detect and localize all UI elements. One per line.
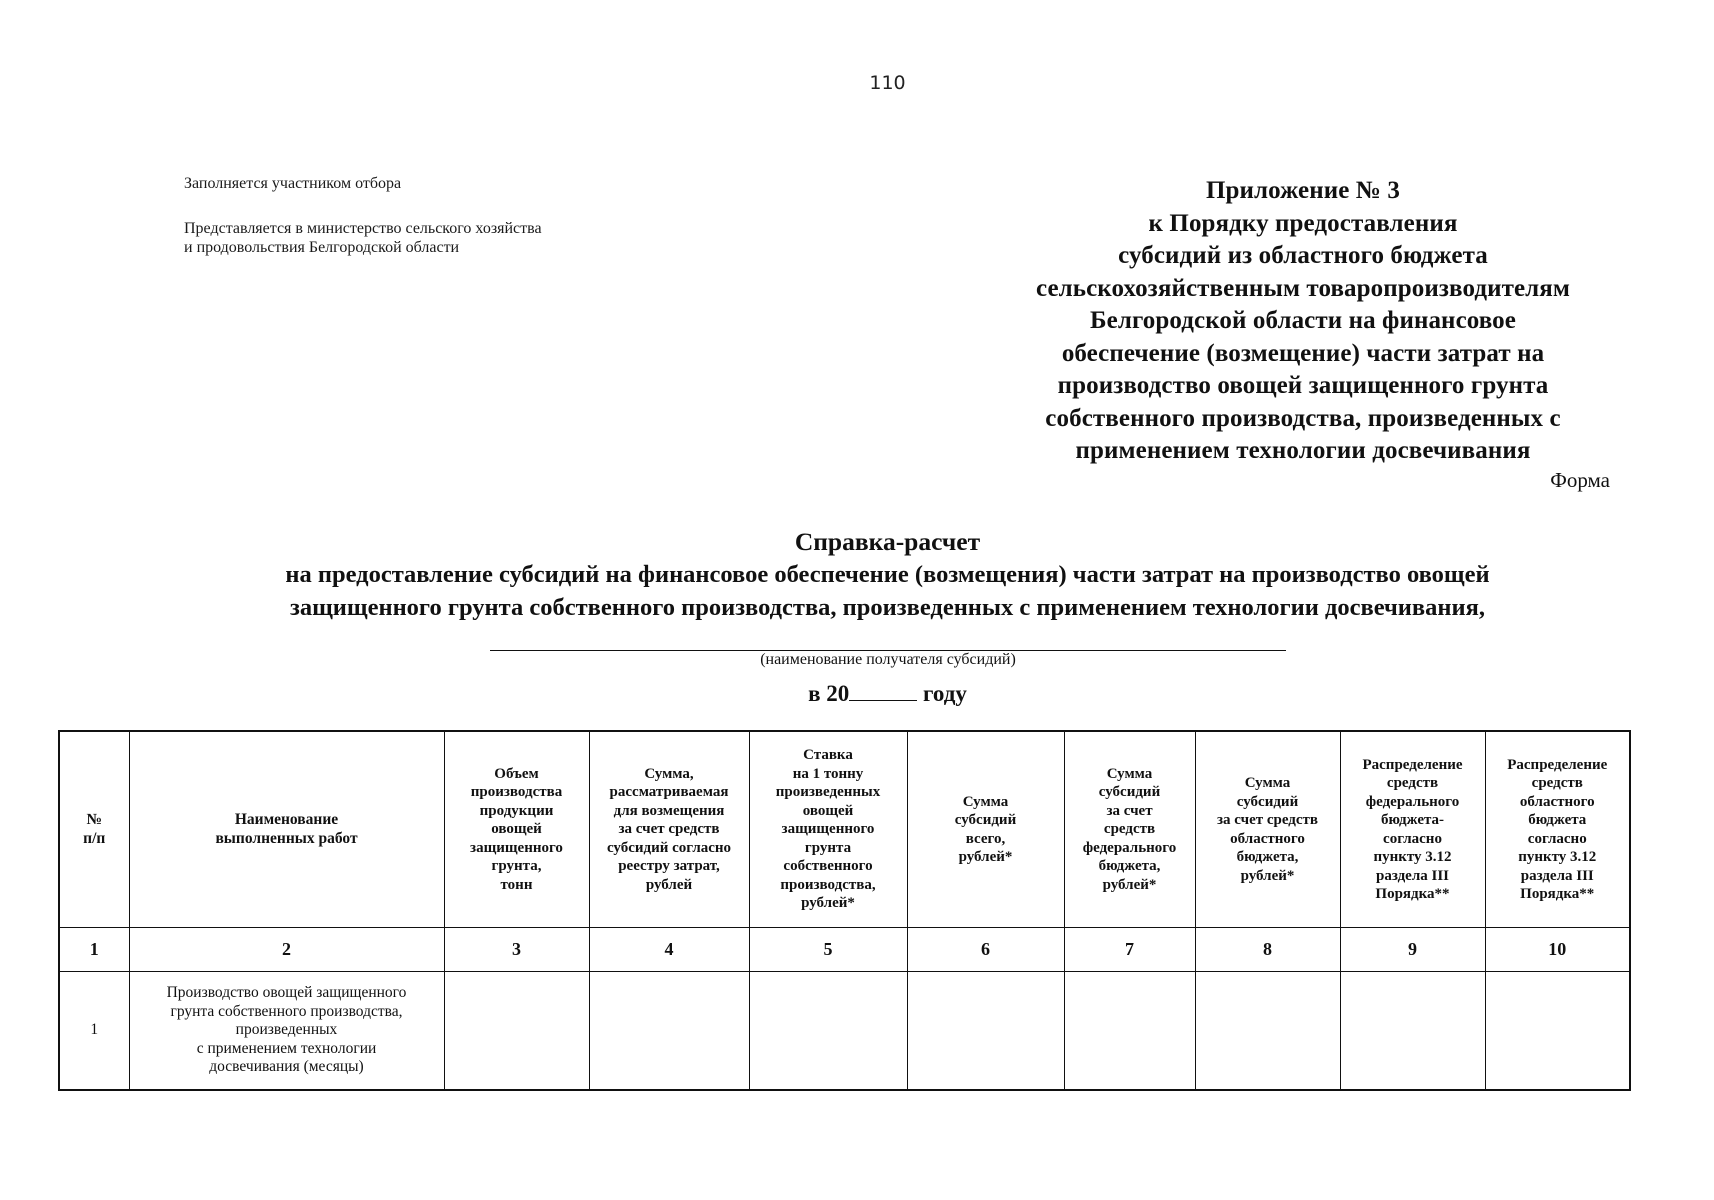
- header-label: Ставка на 1 тонну произведенных овощей защищенного грунта собственного производства, рублей*: [775, 747, 881, 912]
- header-sum-considered: [589, 731, 749, 928]
- header-rate-per-ton: [749, 731, 907, 928]
- subsidy-regional-cell[interactable]: [1195, 972, 1340, 1091]
- column-number: 7: [1064, 928, 1195, 972]
- appendix-line: к Порядку предоставления: [1148, 209, 1458, 237]
- calculation-table: [58, 730, 1631, 1091]
- appendix-line: производство овощей защищенного грунта: [1057, 372, 1549, 399]
- year-suffix: году: [923, 681, 967, 706]
- regional-distribution-cell[interactable]: [1485, 972, 1630, 1091]
- volume-cell[interactable]: [444, 972, 589, 1091]
- column-number: 5: [749, 928, 907, 972]
- header-number: [59, 731, 129, 928]
- subsidy-federal-cell[interactable]: [1064, 972, 1195, 1091]
- appendix-line: субсидий из областного бюджета: [1118, 242, 1488, 269]
- header-label: Распределение средств федерального бюджета- согласно пункту 3.12 раздела III Порядка**: [1362, 756, 1463, 902]
- recipient-caption: (наименование получателя субсидий): [760, 651, 1016, 668]
- subtitle-line: на предоставление субсидий на финансовое обеспечение (возмещения) части затрат на производство овощей: [285, 561, 1490, 588]
- column-number: 3: [444, 928, 589, 972]
- header-label: № п/п: [83, 811, 106, 847]
- row-description-text: Производство овощей защищенного грунта собственного производства, произведенных с применением технологии досвечивания (месяцы): [166, 984, 407, 1076]
- header-label: Распределение средств областного бюджета согласно пункту 3.12 раздела III Порядка**: [1507, 756, 1608, 902]
- header-label: Сумма субсидий за счет средств областного бюджета, рублей*: [1216, 775, 1319, 884]
- subtitle-line: защищенного грунта собственного производства, произведенных с применением технологии досвечивания,: [290, 594, 1485, 621]
- header-federal-distribution: [1340, 731, 1485, 928]
- filled-by-note: Заполняется участником отбора: [184, 175, 402, 192]
- appendix-line: Белгородской области на финансовое: [1090, 307, 1516, 334]
- appendix-line: собственного производства, произведенных с: [1045, 404, 1561, 432]
- document-subtitle: [150, 558, 1625, 624]
- row-description: [129, 972, 444, 1091]
- header-subsidy-total: [907, 731, 1064, 928]
- reporting-year: [0, 680, 1714, 707]
- year-blank-field[interactable]: [849, 680, 917, 701]
- column-number: 6: [907, 928, 1064, 972]
- rate-per-ton-cell[interactable]: [749, 972, 907, 1091]
- row-number: 1: [59, 972, 129, 1091]
- header-label: Наименование выполненных работ: [215, 811, 358, 847]
- table-header-row: [59, 731, 1630, 928]
- column-number: 2: [129, 928, 444, 972]
- header-label: Сумма субсидий за счет средств федерального бюджета, рублей*: [1082, 765, 1177, 893]
- document-title: Справка-расчет: [794, 527, 981, 556]
- federal-distribution-cell[interactable]: [1340, 972, 1485, 1091]
- header-label: Сумма, рассматриваемая для возмещения за счет средств субсидий согласно реестру затрат, рублей: [606, 765, 732, 893]
- header-label: Объем производства продукции овощей защищенного грунта, тонн: [470, 765, 563, 893]
- header-regional-distribution: [1485, 731, 1630, 928]
- form-label: Форма: [1550, 468, 1610, 492]
- appendix-line: обеспечение (возмещение) части затрат на: [1061, 339, 1545, 367]
- table-row: [59, 972, 1630, 1091]
- sum-considered-cell[interactable]: [589, 972, 749, 1091]
- column-number: 8: [1195, 928, 1340, 972]
- appendix-line: сельскохозяйственным товаропроизводителям: [1035, 274, 1571, 302]
- column-number-row: [59, 928, 1630, 972]
- header-subsidy-regional: [1195, 731, 1340, 928]
- appendix-line: Приложение № 3: [1206, 177, 1400, 204]
- subsidy-total-cell[interactable]: [907, 972, 1064, 1091]
- year-prefix: в 20: [808, 681, 850, 706]
- column-number: 1: [59, 928, 129, 972]
- header-label: Сумма субсидий всего, рублей*: [954, 793, 1017, 865]
- header-volume: [444, 731, 589, 928]
- appendix-line: применением технологии досвечивания: [1075, 437, 1531, 464]
- appendix-heading: [990, 175, 1616, 468]
- header-subsidy-federal: [1064, 731, 1195, 928]
- column-number: 9: [1340, 928, 1485, 972]
- column-number: 10: [1485, 928, 1630, 972]
- header-work-name: [129, 731, 444, 928]
- submitted-to-note: Представляется в министерство сельского хозяйства и продовольствия Белгородской области: [184, 220, 542, 256]
- page-number: 110: [869, 72, 906, 94]
- column-number: 4: [589, 928, 749, 972]
